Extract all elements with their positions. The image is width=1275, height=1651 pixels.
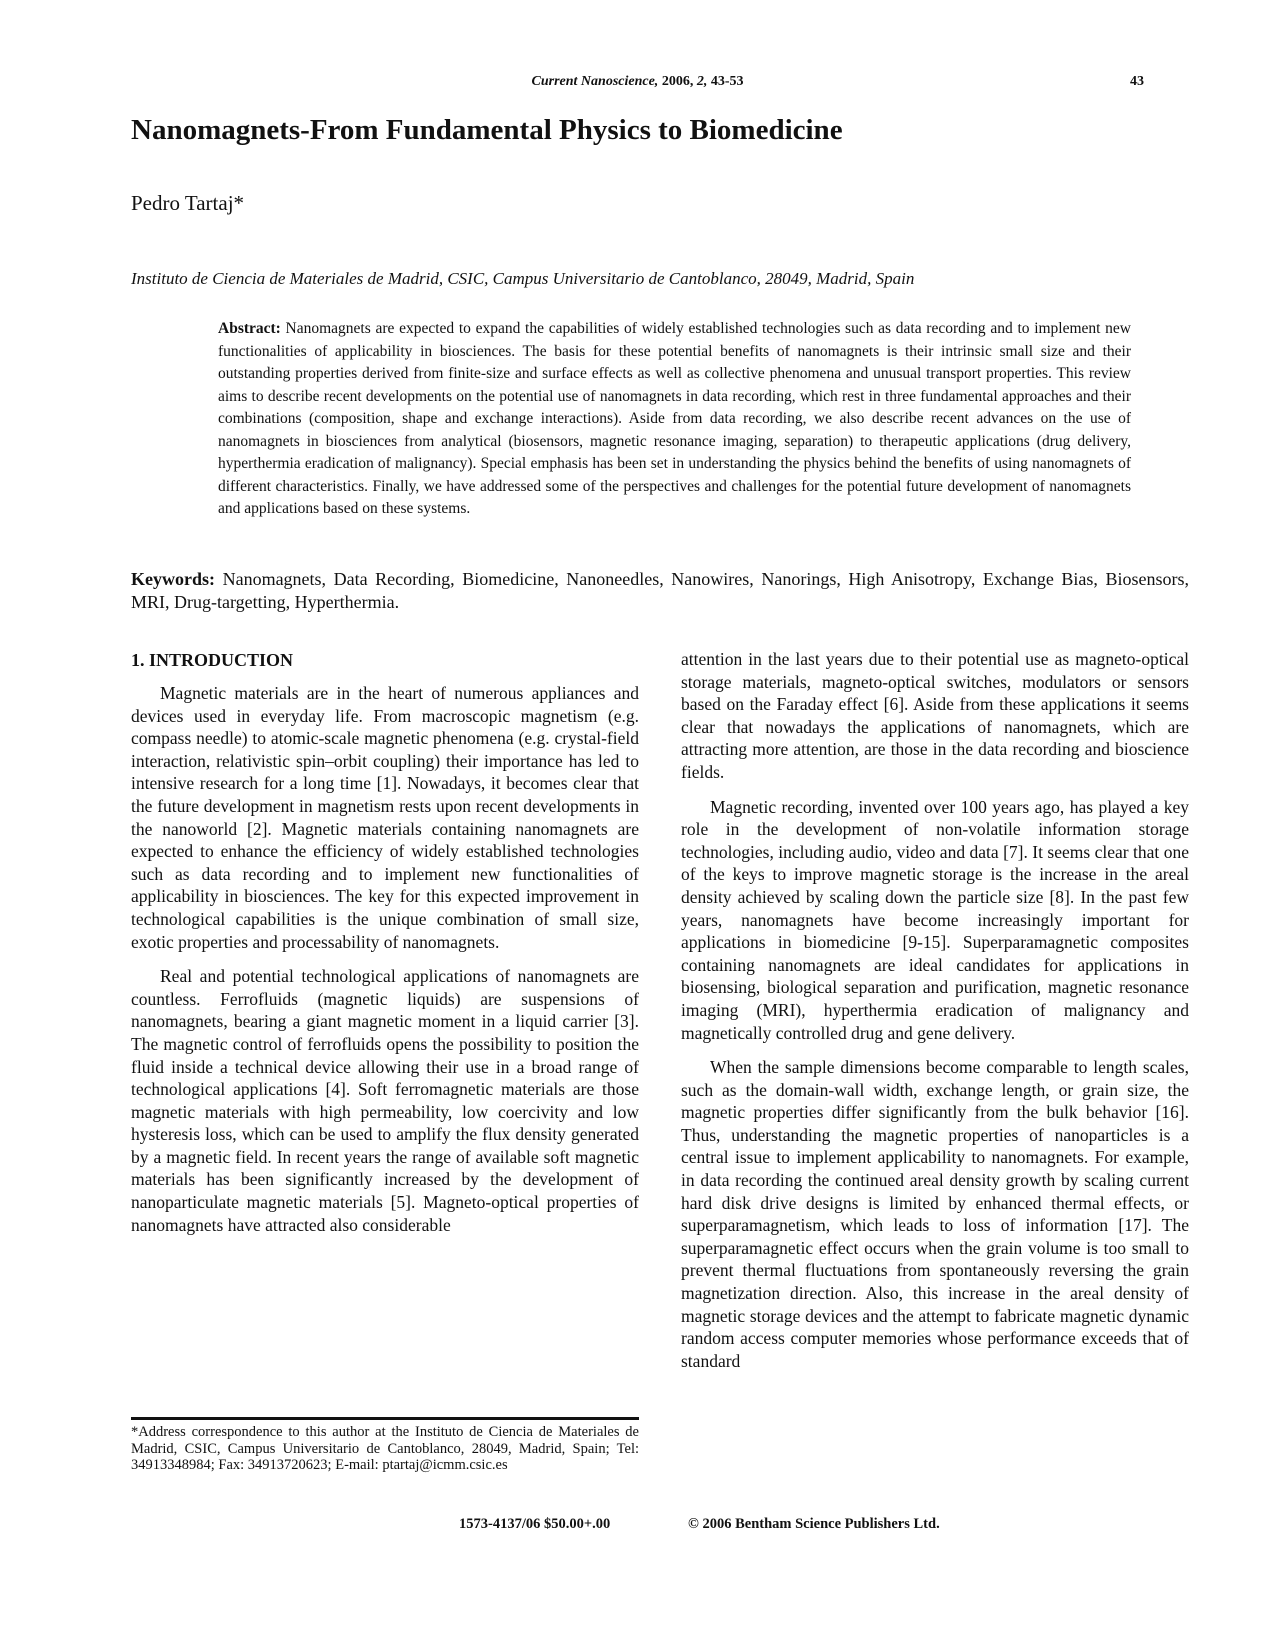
abstract-label: Abstract: <box>218 320 281 337</box>
journal-volume: 2, <box>696 74 708 89</box>
abstract <box>218 318 1131 521</box>
author-affiliation: Instituto de Ciencia de Materiales de Madrid, CSIC, Campus Universitario de Cantoblanco, 28049, Madrid, Spain <box>131 269 915 288</box>
body-paragraph: Magnetic materials are in the heart of numerous appliances and devices used in everyday life. From macroscopic magnetism (e.g. compass needle) to atomic-scale magnetic phenomena (e.g. crystal-field interaction, relativistic spin–orbit coupling) their importance has led to intensive research for a long time [1]. Nowadays, it becomes clear that the future development in magnetism rests upon recent developments in the nanoworld [2]. Magnetic materials containing nanomagnets are expected to enhance the efficiency of widely established technologies such as data recording and to implement new functionalities of applicability in biosciences. The key for this expected improvement in technological capabilities is the unique combination of small size, exotic properties and processability of nanomagnets. <box>131 683 639 952</box>
left-column <box>131 648 639 1248</box>
journal-name: Current Nanoscience, <box>531 74 659 89</box>
journal-citation <box>0 74 1275 90</box>
keywords-text: Nanomagnets, Data Recording, Biomedicine, Nanoneedles, Nanowires, Nanorings, High Anisotropy, Exchange Bias, Biosensors, MRI, Drug-targetting, Hyperthermia. <box>131 569 1189 612</box>
running-head <box>0 74 1275 96</box>
article-title: Nanomagnets-From Fundamental Physics to Biomedicine <box>131 114 843 146</box>
author-name: Pedro Tartaj* <box>131 191 245 215</box>
issn-price: 1573-4137/06 $50.00+.00 <box>459 1516 611 1532</box>
abstract-text: Nanomagnets are expected to expand the capabilities of widely established technologies such as data recording and to implement new functionalities of applicability in biosciences. The basis for these potential benefits of nanomagnets is their intrinsic small size and their outstanding properties derived from finite-size and surface effects as well as collective phenomena and unusual transport properties. This review aims to describe recent developments on the potential use of nanomagnets in data recording, which rest in three fundamental approaches and their combinations (composition, shape and exchange interactions). Aside from data recording, we also describe recent advances on the use of nanomagnets in biosciences from analytical (biosensors, magnetic resonance imaging, separation) to therapeutic applications (drug delivery, hyperthermia eradication of malignancy). Special emphasis has been set in understanding the physics behind the benefits of using nanomagnets of different characteristics. Finally, we have addressed some of the perspectives and challenges for the potential future development of nanomagnets and applications based on these systems. <box>218 320 1132 517</box>
keywords <box>131 568 1189 613</box>
body-paragraph: When the sample dimensions become comparable to length scales, such as the domain-wall width, exchange length, or grain size, the magnetic properties differ significantly from the bulk behavior [16]. Thus, understanding the magnetic properties of nanoparticles is a central issue to implement applicability to nanomagnets. For example, in data recording the continued areal density growth by scaling current hard disk drive designs is limited by enhanced thermal effects, or superparamagnetism, which leads to loss of information [17]. The superparamagnetic effect occurs when the grain volume is too small to prevent thermal fluctuations from spontaneously reversing the grain magnetization direction. Also, this increase in the areal density of magnetic storage devices and the attempt to fabricate magnetic dynamic random access computer memories whose performance exceeds that of standard <box>681 1057 1189 1371</box>
right-column <box>681 648 1189 1384</box>
copyright-notice: © 2006 Bentham Science Publishers Ltd. <box>688 1516 940 1532</box>
journal-pages: 43-53 <box>710 74 744 89</box>
body-paragraph-continued: attention in the last years due to their potential use as magneto-optical storage materials, magneto-optical switches, modulators or sensors based on the Faraday effect [6]. Aside from these applications it seems clear that nowadays the applications of nanomagnets, which are attracting more attention, are those in the data recording and bioscience fields. <box>681 649 1189 782</box>
body-paragraph: Real and potential technological applications of nanomagnets are countless. Ferrofluids (magnetic liquids) are suspensions of nanomagnets, bearing a giant magnetic moment in a liquid carrier [3]. The magnetic control of ferrofluids opens the possibility to position the fluid inside a technical device allowing their use in a broad range of technological applications [4]. Soft ferromagnetic materials are those magnetic materials with high permeability, low coercivity and low hysteresis loss, which can be used to amplify the flux density generated by a magnetic field. In recent years the range of available soft magnetic materials has been significantly increased by the development of nanoparticulate magnetic materials [5]. Magneto-optical properties of nanomagnets have attracted also considerable <box>131 966 639 1235</box>
correspondence-footnote: *Address correspondence to this author at the Instituto de Ciencia de Materiales de Madrid, CSIC, Campus Universitario de Cantoblanco, 28049, Madrid, Spain; Tel: 34913348984; Fax: 34913720623; E-mail: ptartaj@icmm.csic.es <box>131 1424 639 1473</box>
keywords-label: Keywords: <box>131 569 215 589</box>
footnote-divider <box>131 1417 639 1420</box>
section-heading: 1. INTRODUCTION <box>131 650 294 670</box>
journal-year: 2006, <box>661 74 694 89</box>
page-number: 43 <box>1130 74 1144 89</box>
body-paragraph: Magnetic recording, invented over 100 years ago, has played a key role in the development of non-volatile information storage technologies, including audio, video and data [7]. It seems clear that one of the keys to improve magnetic storage is the increase in the areal density achieved by scaling down the particle size [8]. In the past few years, nanomagnets have become increasingly important for applications in biomedicine [9-15]. Superparamagnetic composites containing nanomagnets are ideal candidates for applications in biosensing, biological separation and purification, magnetic resonance imaging (MRI), hyperthermia eradication of malignancy and magnetically controlled drug and gene delivery. <box>681 796 1189 1043</box>
